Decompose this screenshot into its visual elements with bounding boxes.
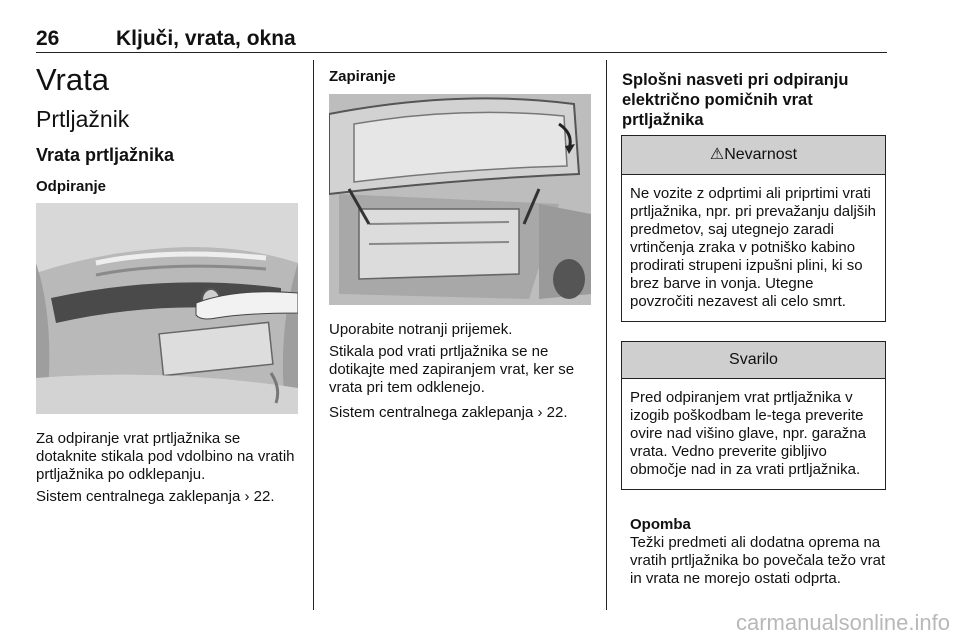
- chapter-title: Ključi, vrata, okna: [116, 27, 296, 50]
- warning-text: Ne vozite z odprtimi ali priprtimi vrati prtljažnika, npr. pri prevažanju daljših predmetov, saj utegnejo zaradi vrtinčenja zraka v potniško kabino prodirati strupeni izpušni plini, ki so brez barve in vonja. Utegne povzročiti nezavest ali celo smrt.: [630, 185, 876, 310]
- watermark: carmanualsonline.info: [735, 610, 950, 635]
- closing-paragraph-2: Stikala pod vrati prtljažnika se ne dotikajte med zapiranjem vrat, ker se vrata pri tem odklenejo.: [329, 343, 575, 396]
- tailgate-closing-illustration: [329, 94, 591, 305]
- subsection-heading: Prtljažnik: [36, 106, 130, 132]
- closing-paragraph-1: Uporabite notranji prijemek.: [329, 321, 513, 338]
- column-divider-2: [606, 60, 607, 610]
- opening-paragraph: Za odpiranje vrat prtljažnika se dotaknite stikala pod vdolbino na vratih prtljažnika po odklepanju.: [36, 430, 295, 483]
- note-text: Težki predmeti ali dodatna oprema na vratih prtljažnika bo povečala težo vrat in vrata ne morejo ostati odprta.: [630, 534, 886, 587]
- cross-reference-text: Sistem centralnega zaklepanja: [329, 404, 534, 421]
- warning-triangle-icon: ⚠: [709, 146, 725, 163]
- cross-reference: [36, 488, 306, 506]
- cross-reference-text: Sistem centralnega zaklepanja: [36, 488, 241, 505]
- cross-reference-2: [329, 404, 601, 422]
- topic-heading: Vrata prtljažnika: [36, 145, 175, 165]
- section-heading: Vrata: [36, 62, 109, 97]
- page-number: 26: [36, 27, 60, 50]
- caution-title: Svarilo: [622, 342, 885, 379]
- header-rule: [36, 52, 887, 53]
- page-ref-icon: ›: [244, 488, 250, 505]
- warning-box: [621, 135, 886, 322]
- closing-heading: Zapiranje: [329, 68, 396, 85]
- warning-header: [622, 136, 885, 175]
- opening-heading: Odpiranje: [36, 178, 107, 195]
- tailgate-opening-illustration: [36, 203, 298, 414]
- cross-reference-page[interactable]: 22.: [253, 488, 275, 505]
- caution-text: Pred odpiranjem vrat prtljažnika v izogib poškodbam le-tega preverite ovire nad višino glave, npr. garažna vrata. Vedno preverite gibljivo območje nad in za vrati prtljažnika.: [630, 389, 866, 478]
- warning-title: Nevarnost: [724, 146, 798, 163]
- caution-box: [621, 341, 886, 490]
- cross-reference-page[interactable]: 22.: [546, 404, 568, 421]
- advice-heading: Splošni nasveti pri odpiranju električno pomičnih vrat prtljažnika: [622, 71, 849, 129]
- note-title: Opomba: [630, 516, 691, 533]
- column-divider-1: [313, 60, 314, 610]
- page-ref-icon: ›: [537, 404, 543, 421]
